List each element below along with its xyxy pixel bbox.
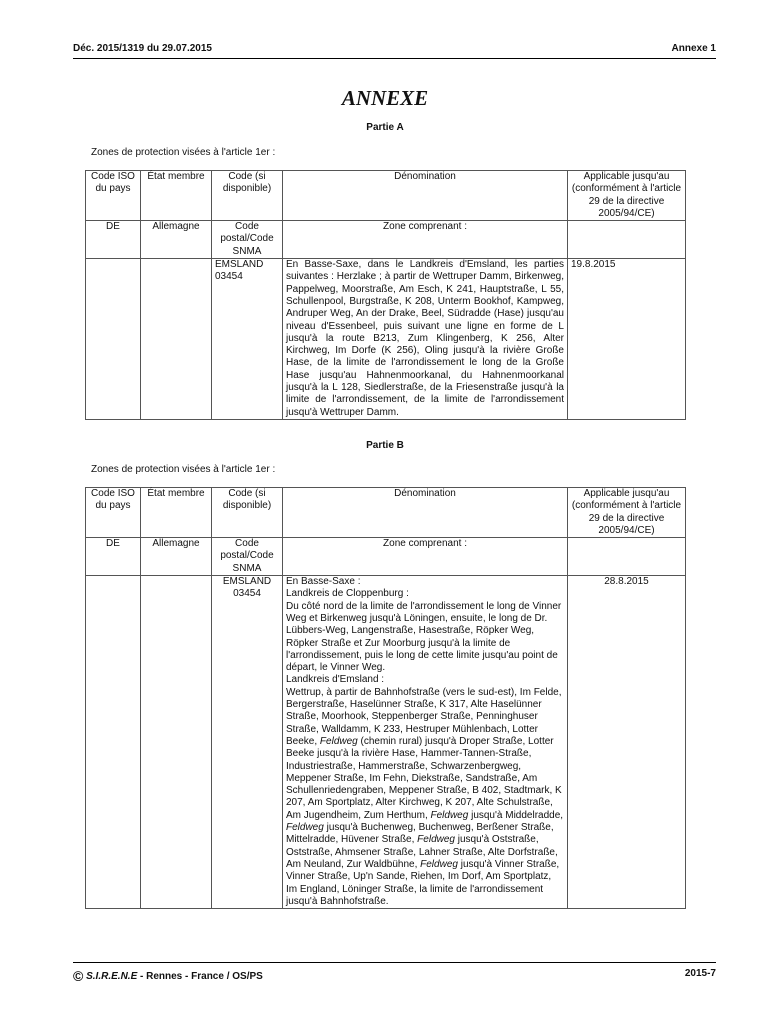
member-state: Allemagne bbox=[141, 221, 212, 259]
col-applicable: Applicable jusqu'au (conformément à l'article 29 de la directive 2005/94/CE) bbox=[568, 171, 686, 221]
member-state: Allemagne bbox=[141, 538, 212, 576]
empty-cell bbox=[141, 576, 212, 909]
page-title: ANNEXE bbox=[341, 86, 429, 110]
area-code: EMSLAND 03454 bbox=[212, 576, 283, 909]
emsland-description bbox=[286, 687, 564, 908]
text-segment: jusqu'à Buchenweg, Buchenweg, Berßener Straße, Mittelradde, Hüvener Straße, bbox=[286, 822, 554, 846]
col-denomination: Dénomination bbox=[283, 488, 568, 538]
col-code: Code (si disponible) bbox=[212, 171, 283, 221]
text-segment-italic: Feldweg bbox=[430, 809, 469, 821]
table-row bbox=[86, 538, 686, 576]
zone-description: En Basse-Saxe, dans le Landkreis d'Emsland, les parties suivantes : Herzlake ; à partir de Wettruper Damm, Birkenweg, Pappelweg, Moorstraße, Am Esch, K 241, Hauptstraße, L 55, Schullenpool, Burgstraße, K 208, Unterm Bookhof, Kampweg, Andruper Weg, An der Drake, Beel, Südradde (Hase) jusqu'au niveau d'Essenbeel, puis suivant une ligne en forme de L jusqu'à la route B213, Zum Klingenberg, K 256, Alter Kirchweg, Im Dorfe (K 256), Oling jusqu'à la rivière Große Hase, de la limite de l'arrondissement le long de la Große Hase jusqu'au Hahnenmoorkanal, du Hahnenmoorkanal jusqu'à la L 128, Siedlerstraße, de la Friesenstraße jusqu'à la limite de l'arrondissement, de la limite de l'arrondissement jusqu'à Wettruper Damm. bbox=[283, 259, 568, 420]
region-label: En Basse-Saxe : bbox=[286, 576, 361, 588]
district-emsland-label: Landkreis d'Emsland : bbox=[286, 674, 385, 686]
zone-description bbox=[283, 576, 568, 909]
text-segment-italic: Feldweg bbox=[417, 834, 455, 846]
applicable-date: 19.8.2015 bbox=[568, 259, 686, 420]
empty-cell bbox=[86, 576, 141, 909]
text-segment-italic: Feldweg bbox=[286, 822, 324, 834]
col-state: État membre bbox=[141, 488, 212, 538]
zone-label: Zone comprenant : bbox=[283, 538, 568, 576]
text-segment: (chemin rural) jusqu'à Droper Straße, Lotter Beeke jusqu'à la rivière Hase, Hammer-Tannen-Straße, Industriestraße, Hammerstraße, Schwarzenbergweg, Meppener Straße, Im Fehn, Diekstraße, Sandstraße, Am Schullenriedengraben, Meppener Straße, B 402, Stadtmark, K 207, Am Sportplatz, Alter Kirchweg, K 207, Alte Schulstraße, Am Jugendheim, Zum Herthum, bbox=[286, 735, 562, 821]
decision-reference: Déc. 2015/1319 du 29.07.2015 bbox=[73, 43, 212, 54]
part-b-table bbox=[85, 487, 686, 909]
part-a-intro: Zones de protection visées à l'article 1er : bbox=[91, 147, 276, 158]
text-segment-italic: Feldweg bbox=[319, 735, 358, 747]
part-a-heading: Partie A bbox=[366, 122, 404, 133]
text-segment: jusqu'à Vinner Straße, Vinner Straße, Up'n Sande, Riehen, Im Dorf, Am Sportplatz, Im England, Löninger Straße, la limite de l'arrondissement jusqu'à Bahnhofstraße. bbox=[286, 858, 560, 907]
iso-code: DE bbox=[86, 538, 141, 576]
area-code: EMSLAND 03454 bbox=[212, 259, 283, 420]
page-header bbox=[73, 43, 716, 57]
iso-code: DE bbox=[86, 221, 141, 259]
col-iso: Code ISO du pays bbox=[86, 488, 141, 538]
brand-name: S.I.R.E.N.E bbox=[86, 971, 138, 982]
applicable-date: 28.8.2015 bbox=[568, 576, 686, 909]
zone-label: Zone comprenant : bbox=[283, 221, 568, 259]
district-cloppenburg-label: Landkreis de Cloppenburg : bbox=[286, 588, 409, 600]
table-row bbox=[86, 221, 686, 259]
text-segment: Wettrup, à partir de Bahnhofstraße (vers le sud-est), Im Felde, Bergerstraße, Haselünner Straße, K 317, Alte Haselünner Straße, Moorhook, Steppenberger Straße, Penninghuser Straße, Walldamm, K 233, Hestruper Mühlenbach, Lotter Beeke, bbox=[286, 686, 562, 747]
footer-rule bbox=[73, 962, 716, 963]
annex-number: Annexe 1 bbox=[671, 43, 716, 54]
text-segment: jusqu'à Oststraße, Oststraße, Ahmsener Straße, Lahner Straße, Alte Dorfstraße, Am Neuland, Zur Waldbühne, bbox=[286, 834, 558, 870]
col-iso: Code ISO du pays bbox=[86, 171, 141, 221]
col-applicable: Applicable jusqu'au (conformément à l'article 29 de la directive 2005/94/CE) bbox=[568, 488, 686, 538]
text-segment: jusqu'à Middelradde, bbox=[468, 809, 564, 821]
cloppenburg-description: Du côté nord de la limite de l'arrondissement le long de Vinner Weg et Birkenweg jusqu'à Löningen, ensuite, le long de Dr. Lübbers-Weg, Langenstraße, Hasestraße, Röpker Weg, Röpker Straße et Zur Moorburg jusqu'à la limite de l'arrondissement, puis le long de cette limite jusqu'au point de départ, le Vinner Weg. bbox=[286, 600, 562, 674]
col-code: Code (si disponible) bbox=[212, 488, 283, 538]
part-a-table bbox=[85, 170, 686, 420]
part-b-intro: Zones de protection visées à l'article 1er : bbox=[91, 464, 276, 475]
copyright-symbol: © bbox=[73, 968, 84, 984]
part-b-heading: Partie B bbox=[366, 440, 404, 451]
empty-cell bbox=[568, 538, 686, 576]
col-denomination: Dénomination bbox=[283, 171, 568, 221]
empty-cell bbox=[86, 259, 141, 420]
table-row bbox=[86, 576, 686, 909]
footer-credit bbox=[73, 968, 263, 984]
empty-cell bbox=[141, 259, 212, 420]
col-state: État membre bbox=[141, 171, 212, 221]
header-rule bbox=[73, 58, 716, 59]
table-header-row bbox=[86, 171, 686, 221]
table-row bbox=[86, 259, 686, 420]
code-type: Code postal/Code SNMA bbox=[212, 538, 283, 576]
table-header-row bbox=[86, 488, 686, 538]
page-number: 2015-7 bbox=[684, 968, 716, 979]
code-type: Code postal/Code SNMA bbox=[212, 221, 283, 259]
footer-location: - Rennes - France / OS/PS bbox=[137, 971, 263, 982]
text-segment-italic: Feldweg bbox=[420, 858, 458, 870]
empty-cell bbox=[568, 221, 686, 259]
